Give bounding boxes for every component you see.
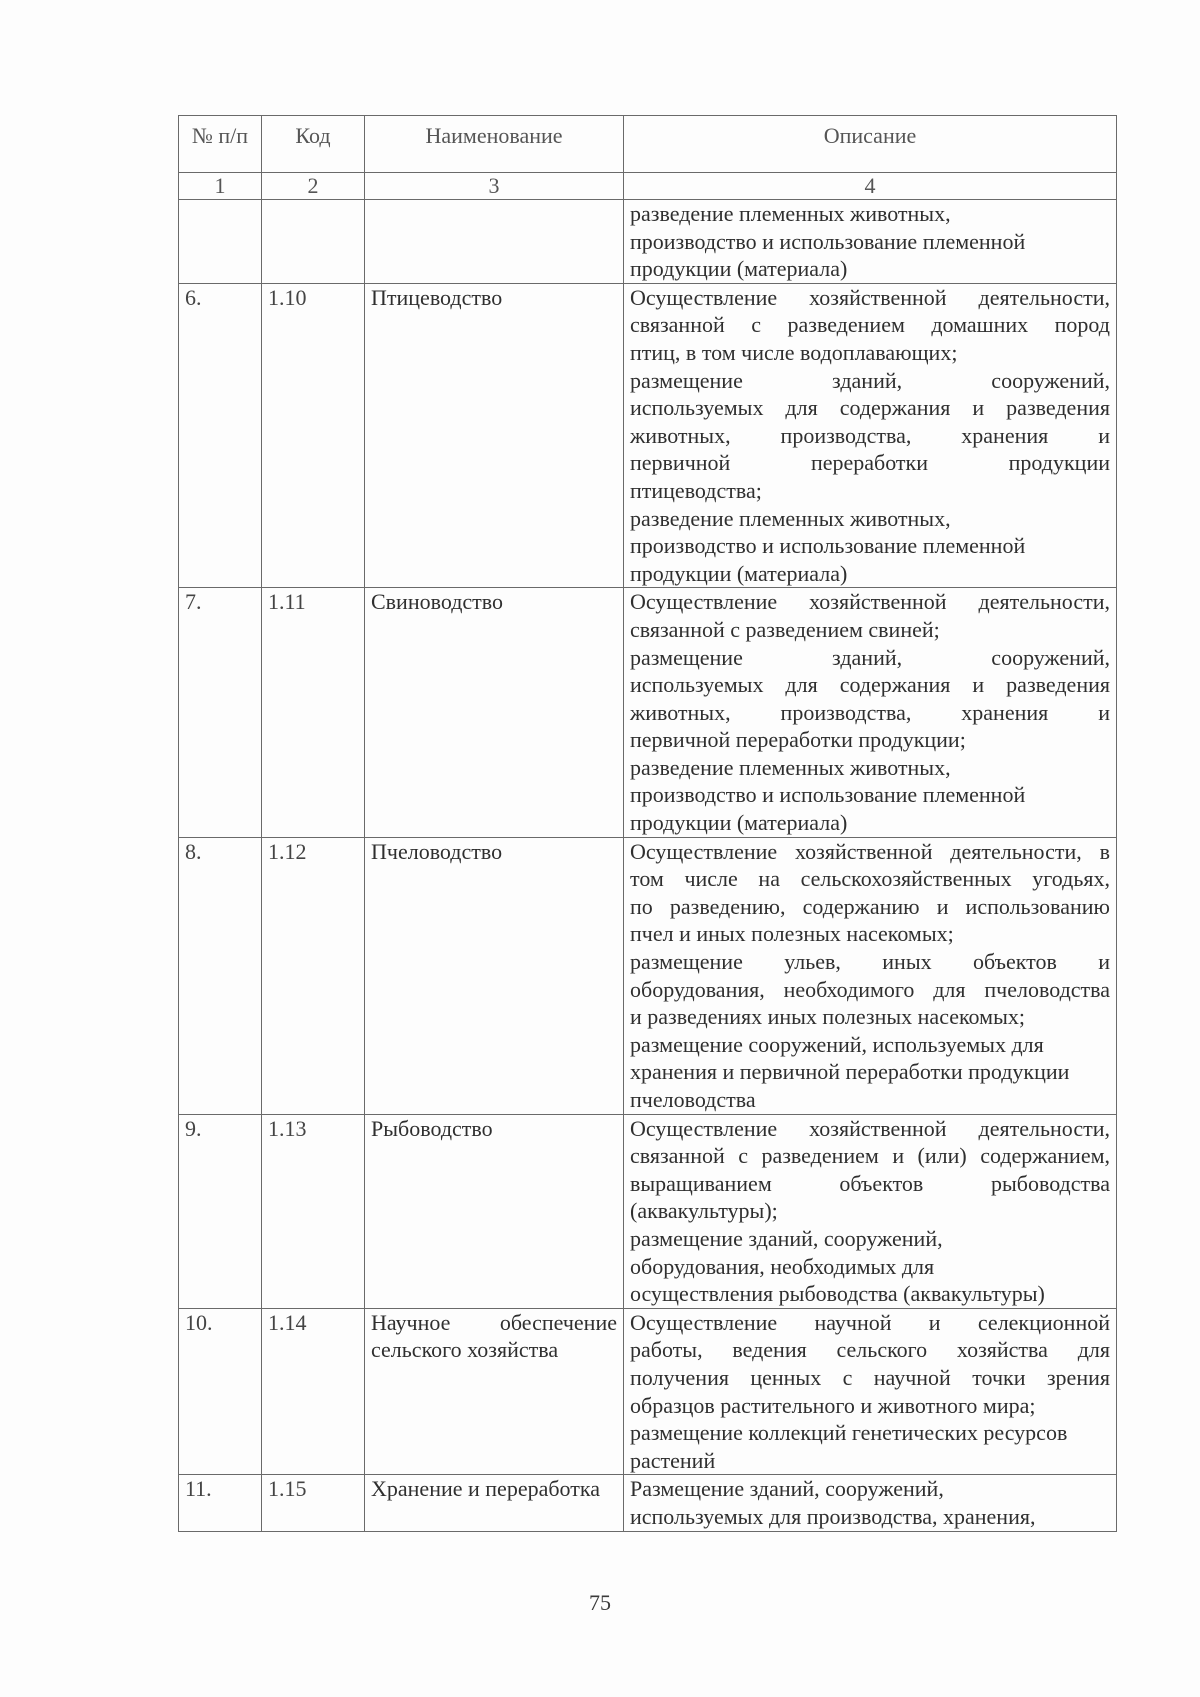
description-line: растений: [630, 1447, 716, 1473]
description-line: первичной переработки продукции: [630, 450, 1110, 476]
column-number-row: [179, 173, 1117, 200]
row-number: [179, 200, 262, 284]
description-line: Размещение зданий, сооружений,: [630, 1476, 944, 1502]
row-number: 7.: [179, 588, 262, 837]
column-number: 4: [624, 173, 1117, 200]
description-line: птицеводства;: [630, 477, 762, 503]
description-line: разведение племенных животных,: [630, 505, 951, 531]
header-number: № п/п: [179, 116, 262, 173]
description-line: Осуществление хозяйственной деятельности, в: [630, 838, 1110, 864]
table-row: [179, 837, 1117, 1114]
row-description: [624, 1475, 1117, 1531]
row-number: 6.: [179, 283, 262, 588]
description-line: и разведениях иных полезных насекомых;: [630, 1004, 1025, 1030]
description-line: размещение сооружений, используемых для: [630, 1031, 1044, 1057]
description-line: хранения и первичной переработки продукции: [630, 1059, 1070, 1085]
description-line: пчел и иных полезных насекомых;: [630, 921, 954, 947]
description-line: получения ценных с научной точки зрения: [630, 1364, 1110, 1390]
table-row: [179, 200, 1117, 284]
description-line: продукции (материала): [630, 560, 848, 586]
row-description: [624, 837, 1117, 1114]
column-number: 2: [262, 173, 365, 200]
row-description: [624, 200, 1117, 284]
description-line: продукции (материала): [630, 256, 848, 282]
description-line: размещение зданий, сооружений,: [630, 644, 1110, 670]
column-number: 1: [179, 173, 262, 200]
description-line: используемых для производства, хранения,: [630, 1503, 1036, 1529]
row-name: Рыбоводство: [365, 1114, 624, 1308]
row-number: 10.: [179, 1308, 262, 1475]
description-line: связанной с разведением домашних пород: [630, 312, 1110, 338]
row-number: 8.: [179, 837, 262, 1114]
description-line: используемых для содержания и разведения: [630, 395, 1110, 421]
row-code: 1.13: [262, 1114, 365, 1308]
table-row: [179, 1308, 1117, 1475]
table-header-row: [179, 116, 1117, 173]
description-line: производство и использование племенной: [630, 228, 1026, 254]
description-line: животных, производства, хранения и: [630, 422, 1110, 448]
description-line: используемых для содержания и разведения: [630, 672, 1110, 698]
row-code: [262, 200, 365, 284]
description-line: связанной с разведением свиней;: [630, 616, 940, 642]
description-line: размещение зданий, сооружений,: [630, 367, 1110, 393]
description-line: производство и использование племенной: [630, 782, 1026, 808]
description-line: образцов растительного и животного мира;: [630, 1392, 1036, 1418]
description-line: производство и использование племенной: [630, 533, 1026, 559]
description-line: связанной с разведением и (или) содержанием,: [630, 1143, 1110, 1169]
row-code: 1.11: [262, 588, 365, 837]
description-line: оборудования, необходимых для: [630, 1253, 935, 1279]
table-body: [179, 200, 1117, 1532]
table-row: [179, 1475, 1117, 1531]
row-description: [624, 1308, 1117, 1475]
description-line: пчеловодства: [630, 1087, 756, 1112]
row-name: Научное обеспечение сельского хозяйства: [365, 1308, 624, 1475]
description-line: осуществления рыбоводства (аквакультуры): [630, 1281, 1045, 1307]
table-row: [179, 283, 1117, 588]
land-use-table: [178, 115, 1117, 1532]
row-code: 1.12: [262, 837, 365, 1114]
description-line: Осуществление научной и селекционной: [630, 1309, 1110, 1335]
table-row: [179, 588, 1117, 837]
description-line: разведение племенных животных,: [630, 754, 951, 780]
description-line: Осуществление хозяйственной деятельности,: [630, 1115, 1110, 1141]
description-line: выращиванием объектов рыбоводства: [630, 1170, 1110, 1196]
row-code: 1.14: [262, 1308, 365, 1475]
row-code: 1.10: [262, 283, 365, 588]
description-line: оборудования, необходимого для пчеловодства: [630, 976, 1110, 1002]
description-line: разведение племенных животных,: [630, 201, 951, 226]
page-number: 75: [589, 1590, 611, 1615]
description-line: размещение коллекций генетических ресурсов: [630, 1420, 1068, 1446]
row-code: 1.15: [262, 1475, 365, 1531]
row-description: [624, 588, 1117, 837]
row-description: [624, 283, 1117, 588]
description-line: первичной переработки продукции;: [630, 727, 966, 753]
description-line: Осуществление хозяйственной деятельности,: [630, 589, 1110, 615]
description-line: по разведению, содержанию и использованию: [630, 893, 1110, 919]
row-name: Свиноводство: [365, 588, 624, 837]
table-row: [179, 1114, 1117, 1308]
row-name: [365, 200, 624, 284]
description-line: животных, производства, хранения и: [630, 699, 1110, 725]
description-line: размещение ульев, иных объектов и: [630, 949, 1110, 975]
header-description: Описание: [624, 116, 1117, 173]
description-line: работы, ведения сельского хозяйства для: [630, 1337, 1110, 1363]
row-name: Пчеловодство: [365, 837, 624, 1114]
description-line: размещение зданий, сооружений,: [630, 1225, 943, 1251]
description-line: Осуществление хозяйственной деятельности,: [630, 284, 1110, 310]
row-name: Хранение и переработка: [365, 1475, 624, 1531]
description-line: продукции (материала): [630, 810, 848, 836]
description-line: птиц, в том числе водоплавающих;: [630, 339, 958, 365]
column-number: 3: [365, 173, 624, 200]
row-description: [624, 1114, 1117, 1308]
header-name: Наименование: [365, 116, 624, 173]
row-number: 9.: [179, 1114, 262, 1308]
description-line: том числе на сельскохозяйственных угодьях,: [630, 866, 1110, 892]
description-line: (аквакультуры);: [630, 1198, 778, 1224]
header-code: Код: [262, 116, 365, 173]
row-name: Птицеводство: [365, 283, 624, 588]
row-number: 11.: [179, 1475, 262, 1531]
